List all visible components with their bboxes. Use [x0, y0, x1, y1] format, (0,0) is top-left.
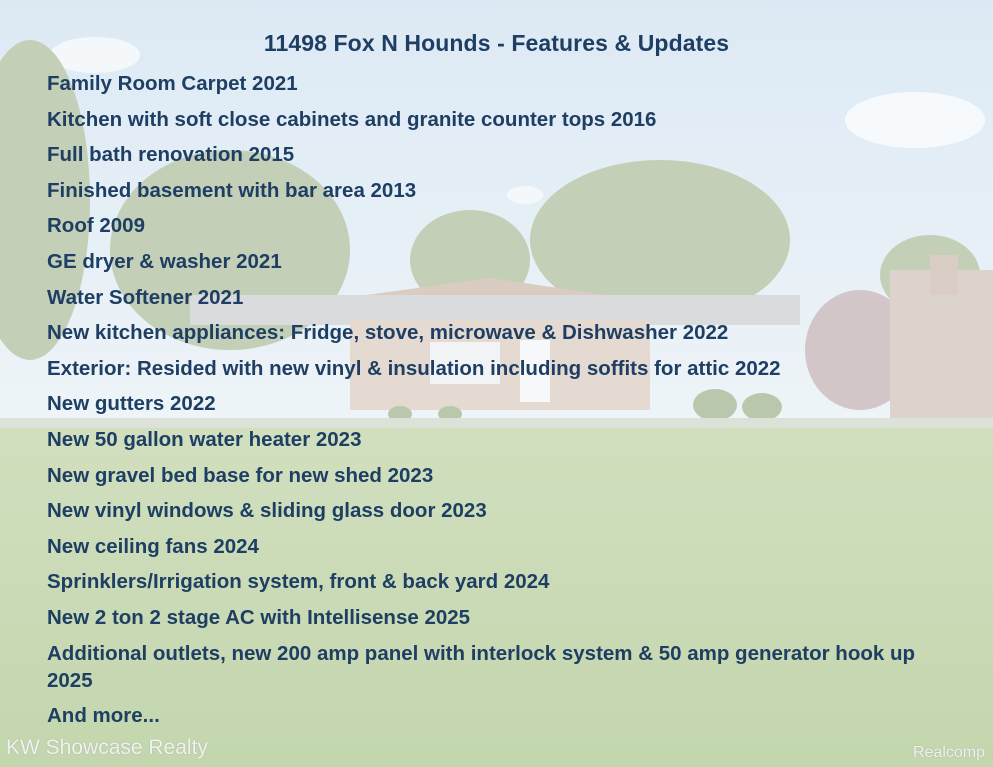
- list-item: Roof 2009: [47, 214, 145, 238]
- list-item: Finished basement with bar area 2013: [47, 178, 417, 202]
- list-item: Additional outlets, new 200 amp panel with interlock system & 50 amp generator hook up 2025: [47, 641, 916, 692]
- list-item: Full bath renovation 2015: [47, 143, 295, 167]
- list-item: New 50 gallon water heater 2023: [47, 427, 362, 451]
- list-item: GE dryer & washer 2021: [47, 249, 282, 273]
- list-item: New kitchen appliances: Fridge, stove, microwave & Dishwasher 2022: [47, 321, 729, 345]
- list-item: New ceiling fans 2024: [47, 534, 259, 558]
- brokerage-watermark: KW Showcase Realty: [6, 736, 208, 759]
- list-item: Exterior: Resided with new vinyl & insulation including soffits for attic 2022: [47, 356, 781, 380]
- list-item: New gravel bed base for new shed 2023: [47, 463, 434, 487]
- page-title: 11498 Fox N Hounds - Features & Updates: [263, 30, 730, 56]
- list-item: New gutters 2022: [47, 392, 216, 416]
- list-item: Sprinklers/Irrigation system, front & back yard 2024: [47, 570, 550, 594]
- features-list: [47, 70, 947, 738]
- list-item: Kitchen with soft close cabinets and granite counter tops 2016: [47, 107, 657, 131]
- list-item: New 2 ton 2 stage AC with Intellisense 2025: [47, 605, 471, 629]
- list-item: Family Room Carpet 2021: [47, 72, 298, 95]
- mls-watermark: Realcomp: [912, 744, 985, 761]
- list-item: Water Softener 2021: [47, 285, 244, 309]
- list-item: And more...: [47, 704, 160, 728]
- list-item: New vinyl windows & sliding glass door 2023: [47, 499, 487, 523]
